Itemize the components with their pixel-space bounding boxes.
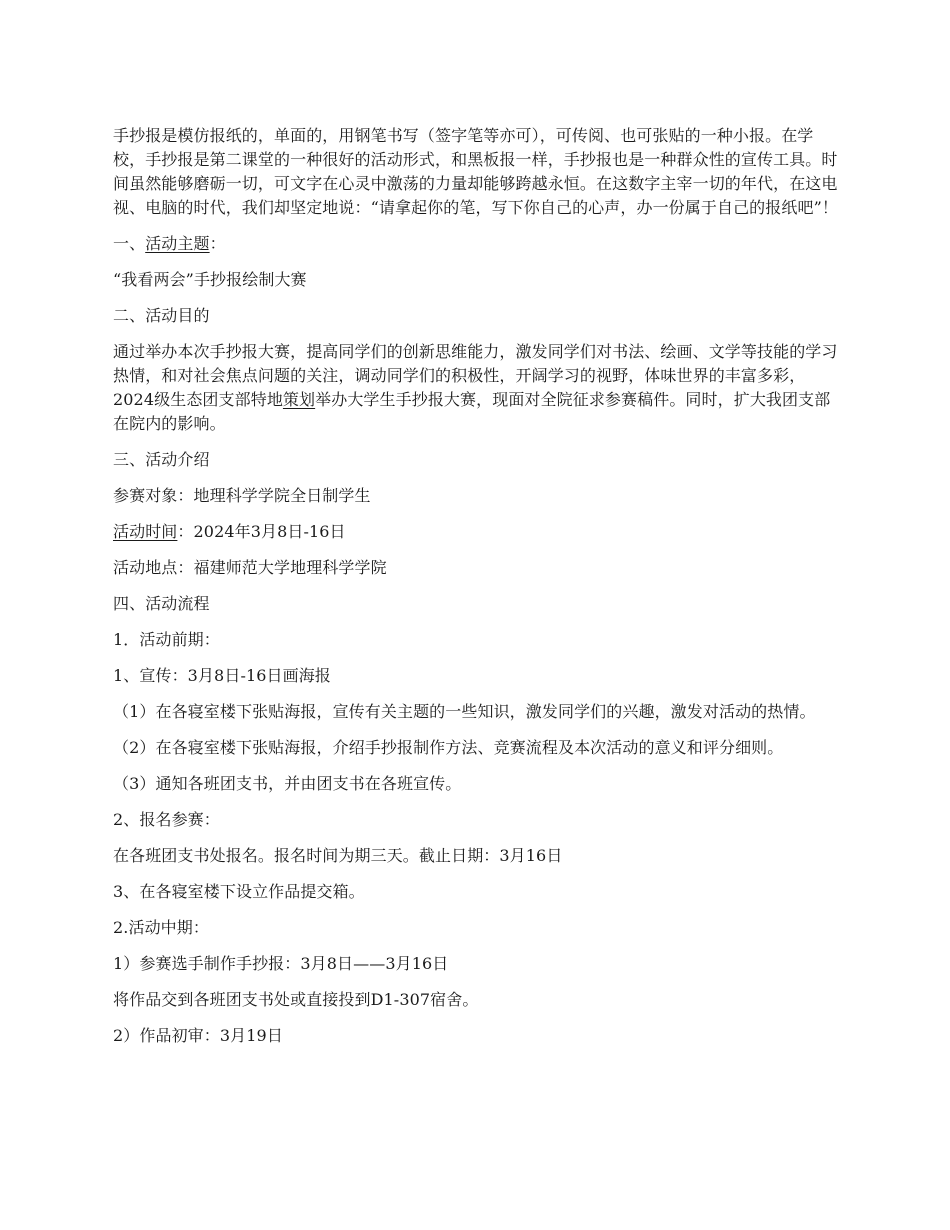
signup-line: 2、报名参赛： — [113, 810, 220, 829]
signup-detail: 在各班团支书处报名。报名时间为期三天。截止日期：3月16日 — [113, 846, 563, 865]
review-line: 2）作品初审：3月19日 — [113, 1026, 283, 1045]
purpose-heading: 二、活动目的 — [113, 306, 210, 325]
location-line: 活动地点：福建师范大学地理科学学院 — [113, 558, 387, 577]
theme-prefix: 一、 — [113, 234, 146, 253]
publicity-item-3: （3）通知各班团支书，并由团支书在各班宣传。 — [113, 774, 462, 793]
purpose-text-after: 举办大学生手抄报大赛，现面对全院征求参赛稿件。同时，扩大我团支部在院内的影响。 — [113, 390, 831, 433]
delivery-line: 将作品交到各班团支书处或直接投到D1-307宿舍。 — [113, 990, 479, 1009]
intro-paragraph: 手抄报是模仿报纸的，单面的，用钢笔书写（签字笔等亦可），可传阅、也可张贴的一种小报。在学校，手抄报是第二课堂的一种很好的活动形式，和黑板报一样，手抄报也是一种群众性的宣传工具。时间虽然能够磨砺一切，可文字在心灵中激荡的力量却能够跨越永恒。在这数字主宰一切的年代，在这电视、电脑的时代，我们却坚定地说：“请拿起你的笔，写下你自己的心声，办一份属于自己的报纸吧”！ — [113, 126, 838, 217]
intro-section-heading: 三、活动介绍 — [113, 450, 210, 469]
purpose-paragraph — [113, 340, 839, 436]
theme-label: 活动主题 — [145, 234, 210, 253]
theme-content: “我看两会”手抄报绘制大赛 — [113, 270, 307, 289]
theme-heading — [113, 232, 839, 256]
theme-suffix: ： — [209, 234, 226, 253]
time-line — [113, 520, 839, 544]
publicity-item-1: （1）在各寝室楼下张贴海报，宣传有关主题的一些知识，激发同学们的兴趣，激发对活动的热情。 — [113, 702, 816, 721]
publicity-line: 1、宣传：3月8日-16日画海报 — [113, 666, 331, 685]
phase2-heading: 2.活动中期： — [113, 918, 209, 937]
document-page — [113, 124, 839, 1060]
publicity-item-2: （2）在各寝室楼下张贴海报，介绍手抄报制作方法、竞赛流程及本次活动的意义和评分细则。 — [113, 738, 784, 757]
time-value: ：2024年3月8日-16日 — [177, 522, 346, 541]
making-line: 1）参赛选手制作手抄报：3月8日——3月16日 — [113, 954, 449, 973]
time-label: 活动时间 — [113, 522, 178, 541]
participants-line: 参赛对象：地理科学学院全日制学生 — [113, 486, 371, 505]
purpose-text-before: 通过举办本次手抄报大赛，提高同学们的创新思维能力，激发同学们对书法、绘画、文学等技能的学习热情，和对社会焦点问题的关注，调动同学们的积极性，开阔学习的视野，体味世界的丰富多彩，2024级生态团支部特地 — [113, 342, 838, 409]
phase1-heading: 1．活动前期： — [113, 630, 220, 649]
submit-box-line: 3、在各寝室楼下设立作品提交箱。 — [113, 882, 365, 901]
purpose-text-underlined: 策划 — [282, 390, 316, 409]
process-heading: 四、活动流程 — [113, 594, 210, 613]
